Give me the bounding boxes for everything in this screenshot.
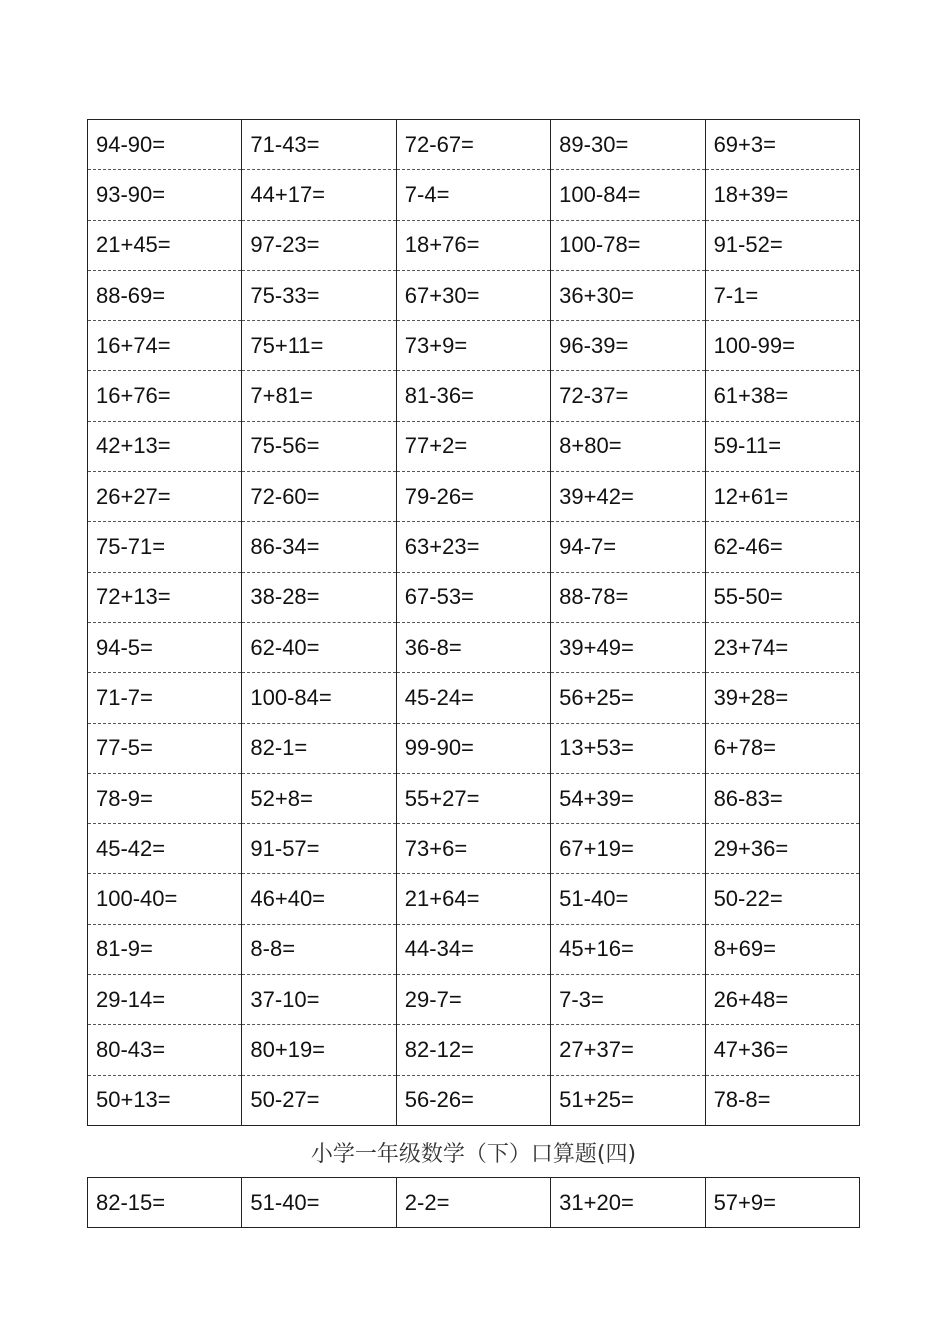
- problem-cell: 91-57=: [242, 824, 396, 874]
- problem-cell: 94-90=: [88, 120, 242, 170]
- problem-cell: 82-1=: [242, 723, 396, 773]
- problem-cell: 51+25=: [551, 1075, 705, 1125]
- problem-cell: 44-34=: [396, 924, 550, 974]
- problem-row: [88, 723, 860, 773]
- problem-row: [88, 120, 860, 170]
- problem-row: [88, 1025, 860, 1075]
- problem-grid-bottom: [87, 1177, 860, 1228]
- problem-cell: 94-5=: [88, 622, 242, 672]
- problem-cell: 42+13=: [88, 421, 242, 471]
- problem-cell: 8-8=: [242, 924, 396, 974]
- problem-row: [88, 1178, 860, 1228]
- problem-cell: 75-33=: [242, 270, 396, 320]
- problem-cell: 51-40=: [242, 1178, 396, 1228]
- problem-cell: 39+49=: [551, 622, 705, 672]
- problem-cell: 6+78=: [705, 723, 859, 773]
- problem-cell: 45-24=: [396, 673, 550, 723]
- problem-cell: 18+76=: [396, 220, 550, 270]
- problem-cell: 81-36=: [396, 371, 550, 421]
- problem-cell: 91-52=: [705, 220, 859, 270]
- problem-cell: 55+27=: [396, 773, 550, 823]
- problem-cell: 79-26=: [396, 472, 550, 522]
- problem-cell: 50-27=: [242, 1075, 396, 1125]
- problem-cell: 94-7=: [551, 522, 705, 572]
- problem-cell: 99-90=: [396, 723, 550, 773]
- problem-cell: 75-71=: [88, 522, 242, 572]
- problem-cell: 18+39=: [705, 170, 859, 220]
- problem-cell: 7-1=: [705, 270, 859, 320]
- problem-cell: 54+39=: [551, 773, 705, 823]
- problem-cell: 39+42=: [551, 472, 705, 522]
- problem-row: [88, 824, 860, 874]
- problem-cell: 26+27=: [88, 472, 242, 522]
- problem-cell: 61+38=: [705, 371, 859, 421]
- problem-row: [88, 572, 860, 622]
- problem-cell: 29+36=: [705, 824, 859, 874]
- problem-cell: 55-50=: [705, 572, 859, 622]
- problem-cell: 77-5=: [88, 723, 242, 773]
- problem-row: [88, 270, 860, 320]
- problem-cell: 63+23=: [396, 522, 550, 572]
- problem-cell: 50-22=: [705, 874, 859, 924]
- problem-cell: 56-26=: [396, 1075, 550, 1125]
- problem-row: [88, 522, 860, 572]
- problem-cell: 72-67=: [396, 120, 550, 170]
- problem-cell: 62-40=: [242, 622, 396, 672]
- problem-cell: 88-78=: [551, 572, 705, 622]
- problem-cell: 100-84=: [551, 170, 705, 220]
- problem-cell: 27+37=: [551, 1025, 705, 1075]
- problem-cell: 67+30=: [396, 270, 550, 320]
- problem-row: [88, 371, 860, 421]
- problem-cell: 31+20=: [551, 1178, 705, 1228]
- section-title: 小学一年级数学（下）口算题(四): [310, 1142, 637, 1167]
- problem-cell: 97-23=: [242, 220, 396, 270]
- problem-cell: 7-3=: [551, 975, 705, 1025]
- problem-cell: 45+16=: [551, 924, 705, 974]
- problem-cell: 72-37=: [551, 371, 705, 421]
- problem-cell: 8+69=: [705, 924, 859, 974]
- problem-cell: 75+11=: [242, 321, 396, 371]
- problem-cell: 16+74=: [88, 321, 242, 371]
- problem-cell: 26+48=: [705, 975, 859, 1025]
- problem-grid-top: [87, 119, 860, 1126]
- problem-cell: 29-14=: [88, 975, 242, 1025]
- problem-cell: 57+9=: [705, 1178, 859, 1228]
- problem-cell: 47+36=: [705, 1025, 859, 1075]
- problem-cell: 71-43=: [242, 120, 396, 170]
- problem-row: [88, 874, 860, 924]
- problem-cell: 29-7=: [396, 975, 550, 1025]
- problem-cell: 78-9=: [88, 773, 242, 823]
- problem-cell: 52+8=: [242, 773, 396, 823]
- problem-cell: 100-78=: [551, 220, 705, 270]
- problem-cell: 21+45=: [88, 220, 242, 270]
- problem-cell: 56+25=: [551, 673, 705, 723]
- problem-cell: 77+2=: [396, 421, 550, 471]
- problem-row: [88, 622, 860, 672]
- problem-cell: 12+61=: [705, 472, 859, 522]
- problem-cell: 72-60=: [242, 472, 396, 522]
- problem-cell: 46+40=: [242, 874, 396, 924]
- problem-cell: 13+53=: [551, 723, 705, 773]
- problem-cell: 78-8=: [705, 1075, 859, 1125]
- problem-cell: 69+3=: [705, 120, 859, 170]
- problem-cell: 38-28=: [242, 572, 396, 622]
- problem-cell: 7-4=: [396, 170, 550, 220]
- problem-cell: 21+64=: [396, 874, 550, 924]
- problem-row: [88, 421, 860, 471]
- problem-cell: 44+17=: [242, 170, 396, 220]
- problem-cell: 100-84=: [242, 673, 396, 723]
- problem-row: [88, 773, 860, 823]
- problem-cell: 50+13=: [88, 1075, 242, 1125]
- problem-cell: 71-7=: [88, 673, 242, 723]
- problem-cell: 81-9=: [88, 924, 242, 974]
- problem-cell: 89-30=: [551, 120, 705, 170]
- problem-cell: 88-69=: [88, 270, 242, 320]
- problem-cell: 8+80=: [551, 421, 705, 471]
- problem-row: [88, 673, 860, 723]
- problem-cell: 100-99=: [705, 321, 859, 371]
- problem-cell: 80+19=: [242, 1025, 396, 1075]
- problem-cell: 80-43=: [88, 1025, 242, 1075]
- problem-cell: 59-11=: [705, 421, 859, 471]
- problem-cell: 73+9=: [396, 321, 550, 371]
- problem-cell: 96-39=: [551, 321, 705, 371]
- problem-cell: 86-34=: [242, 522, 396, 572]
- problem-cell: 37-10=: [242, 975, 396, 1025]
- problem-row: [88, 1075, 860, 1125]
- problem-row: [88, 170, 860, 220]
- problem-row: [88, 975, 860, 1025]
- problem-row: [88, 321, 860, 371]
- problem-cell: 86-83=: [705, 773, 859, 823]
- problem-cell: 7+81=: [242, 371, 396, 421]
- problem-cell: 2-2=: [396, 1178, 550, 1228]
- problem-cell: 23+74=: [705, 622, 859, 672]
- problem-cell: 36-8=: [396, 622, 550, 672]
- problem-cell: 82-12=: [396, 1025, 550, 1075]
- problem-cell: 67+19=: [551, 824, 705, 874]
- problem-cell: 16+76=: [88, 371, 242, 421]
- problem-grid-body: [88, 1178, 860, 1228]
- problem-cell: 67-53=: [396, 572, 550, 622]
- problem-grid-body: [88, 120, 860, 1126]
- problem-cell: 51-40=: [551, 874, 705, 924]
- problem-cell: 72+13=: [88, 572, 242, 622]
- problem-cell: 100-40=: [88, 874, 242, 924]
- problem-row: [88, 220, 860, 270]
- problem-cell: 45-42=: [88, 824, 242, 874]
- problem-cell: 36+30=: [551, 270, 705, 320]
- problem-cell: 93-90=: [88, 170, 242, 220]
- problem-cell: 75-56=: [242, 421, 396, 471]
- problem-row: [88, 924, 860, 974]
- problem-cell: 82-15=: [88, 1178, 242, 1228]
- problem-cell: 73+6=: [396, 824, 550, 874]
- problem-cell: 62-46=: [705, 522, 859, 572]
- problem-cell: 39+28=: [705, 673, 859, 723]
- problem-row: [88, 472, 860, 522]
